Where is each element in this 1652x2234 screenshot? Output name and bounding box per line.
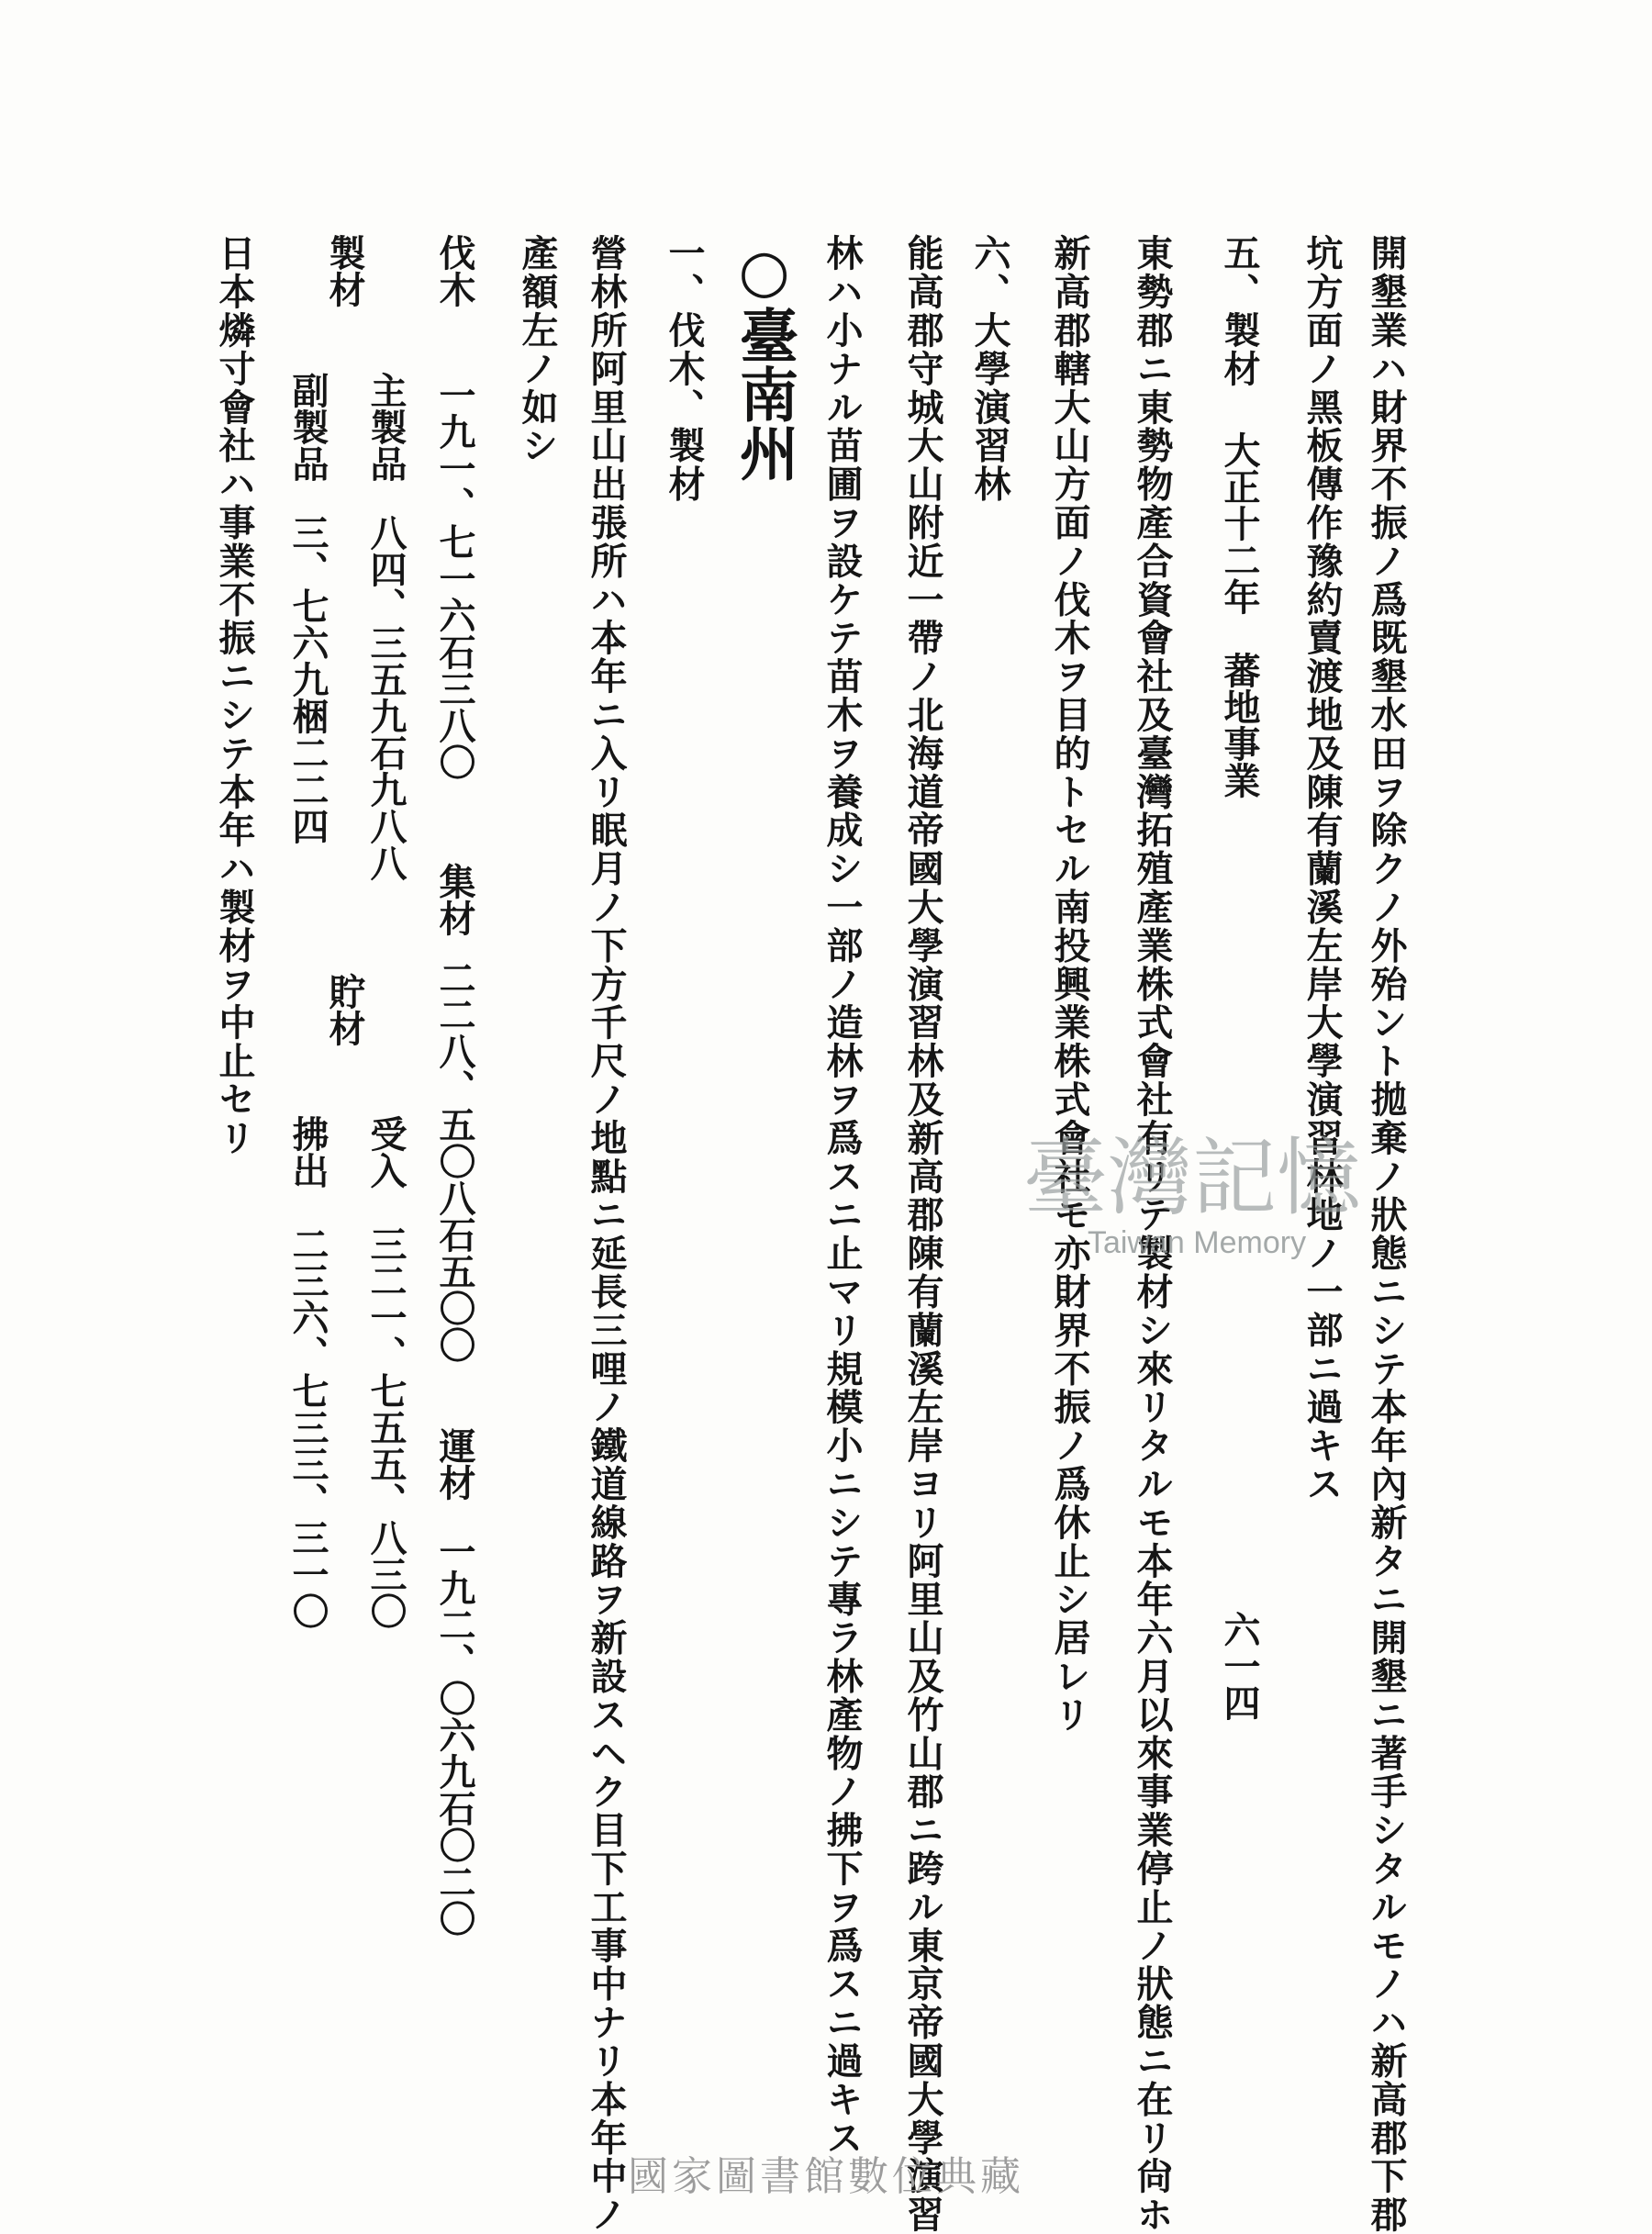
table-label: 製材 xyxy=(323,234,366,307)
prefecture-heading: ○臺南州 xyxy=(730,237,798,482)
text-column: 產額左ノ如シ xyxy=(516,234,559,465)
table-value: 二二八、五〇八石五〇〇 xyxy=(433,959,476,1363)
page-number: 六一四 xyxy=(1218,1611,1261,1721)
watermark-english: Taiwan Memory xyxy=(1088,1225,1307,1260)
table-label: 貯材 xyxy=(323,973,366,1046)
table-value: 三二一、七五五、八三〇 xyxy=(364,1225,407,1629)
text-column: 營林所阿里山出張所ハ本年ニ入リ眠月ノ下方千尺ノ地點ニ延長三哩ノ鐵道線路ヲ新設スヘク目下工事中ナリ本年中ノ xyxy=(585,234,628,2234)
running-header: 大正十二年 蕃地事業 xyxy=(1218,431,1261,799)
section-heading: 六、大學演習林 xyxy=(968,234,1011,504)
text-column: 日本燐寸會社ハ事業不振ニシテ本年ハ製材ヲ中止セリ xyxy=(213,234,256,1157)
table-label: 伐木 xyxy=(433,234,476,307)
text-column: 能高郡守城大山附近一帶ノ北海道帝國大學演習林及新高郡陳有蘭溪左岸ヨリ阿里山及竹山郡ニ跨ル東京帝國大學演習 xyxy=(901,234,944,2234)
section-heading: 五、製材 xyxy=(1218,234,1261,388)
table-label: 副製品 xyxy=(286,372,329,482)
text-column: 東勢郡ニ東勢物產合資會社及臺灣拓殖產業株式會社有リテ製材シ來リタルモ本年六月以來事業停止ノ狀態ニ在リ尙ホ xyxy=(1131,234,1174,2234)
table-value: 三、七六九梱二二四 xyxy=(286,514,329,844)
text-column: 開墾業ハ財界不振ノ爲既墾水田ヲ除クノ外殆ント拋棄ノ狀態ニシテ本年內新タニ開墾ニ著手シタルモノハ新高郡下郡 xyxy=(1365,234,1408,2234)
table-label: 拂出 xyxy=(286,1115,329,1189)
section-heading: 一、伐木、製材 xyxy=(663,234,706,504)
text-column: 坑方面ノ黑板傳作豫約賣渡地及陳有蘭溪左岸大學演習林地ノ一部ニ過キス xyxy=(1300,234,1344,1503)
table-value: 一九二、〇六九石〇二〇 xyxy=(433,1533,476,1937)
table-label: 受入 xyxy=(364,1115,407,1189)
table-label: 集材 xyxy=(433,863,476,936)
text-column: 新高郡轄大山方面ノ伐木ヲ目的トセル南投興業株式會社モ亦財界不振ノ爲休止シ居レリ xyxy=(1048,234,1091,1735)
table-label: 運材 xyxy=(433,1427,476,1501)
table-label: 主製品 xyxy=(364,372,407,482)
table-value: 一九一、七一六石三八〇 xyxy=(433,376,476,780)
table-value: 二三六、七三三、三一〇 xyxy=(286,1225,329,1629)
table-value: 八四、三五九石九八八 xyxy=(364,514,407,881)
footer-credit: 國家圖書館數位典藏 xyxy=(628,2153,1024,2200)
text-column: 林ハ小ナル苗圃ヲ設ケテ苗木ヲ養成シ一部ノ造林ヲ爲スニ止マリ規模小ニシテ專ラ林產物ノ拂下ヲ爲スニ過キス xyxy=(820,234,864,2157)
watermark-chinese: 臺灣記憶 xyxy=(1023,1129,1362,1227)
